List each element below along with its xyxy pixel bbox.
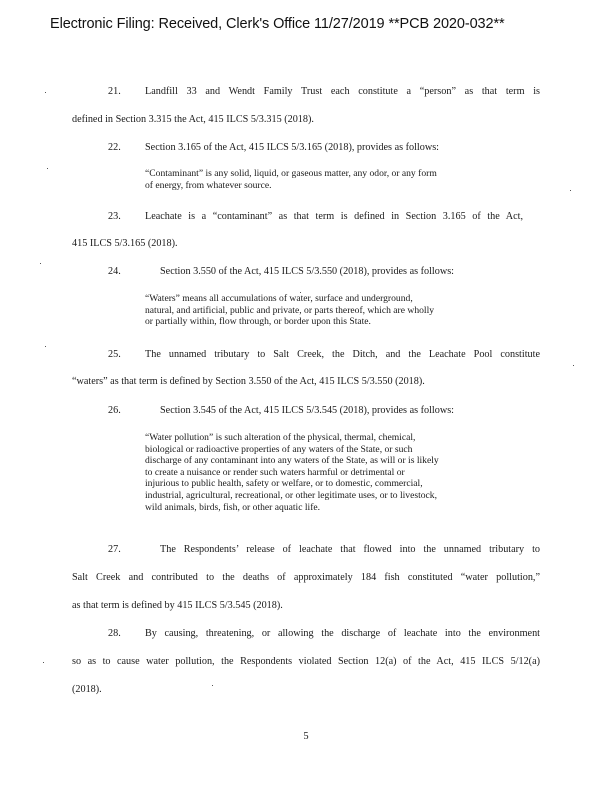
quote-line: biological or radioactive properties of any waters of the State, or such [145, 443, 413, 455]
paragraph-number: 25. [108, 349, 121, 360]
scan-speck [300, 292, 301, 293]
quote-line: injurious to public health, safety or welfare, or to domestic, commercial, [145, 478, 423, 490]
paragraph-line: as that term is defined by 415 ILCS 5/3.545 (2018). [72, 600, 283, 611]
paragraph-line: defined in Section 3.315 the Act, 415 ILCS 5/3.315 (2018). [72, 114, 314, 125]
scan-speck [45, 92, 46, 93]
paragraph-line: By causing, threatening, or allowing the discharge of leachate into the environment [145, 628, 540, 639]
quote-line: wild animals, birds, fish, or other aquatic life. [145, 501, 321, 513]
paragraph-line: so as to cause water pollution, the Respondents violated Section 12(a) of the Act, 415 ILCS 5/12(a) [72, 656, 540, 667]
scan-speck [573, 365, 574, 366]
paragraph-line: Landfill 33 and Wendt Family Trust each constitute a “person” as that term is [145, 86, 540, 97]
paragraph-line: Salt Creek and contributed to the deaths of approximately 184 fish constituted “water pollution,” [72, 572, 540, 583]
paragraph-line: (2018). [72, 684, 102, 695]
quote-line: “Waters” means all accumulations of water, surface and underground, [145, 293, 413, 304]
scan-speck [47, 168, 48, 169]
paragraph-line: Leachate is a “contaminant” as that term is defined in Section 3.165 of the Act, [145, 211, 523, 222]
paragraph-line: The Respondents’ release of leachate that flowed into the unnamed tributary to [160, 544, 540, 555]
paragraph-number: 27. [108, 544, 121, 555]
quote-line: “Contaminant” is any solid, liquid, or gaseous matter, any odor, or any form [145, 168, 437, 179]
paragraph-number: 22. [108, 142, 121, 153]
quote-line: of energy, from whatever source. [145, 179, 272, 191]
paragraph-line: Section 3.165 of the Act, 415 ILCS 5/3.165 (2018), provides as follows: [145, 142, 439, 153]
scan-speck [40, 263, 41, 264]
quote-line: to create a nuisance or render such waters harmful or detrimental or [145, 466, 405, 478]
scan-speck [43, 662, 44, 663]
page-number: 5 [303, 731, 309, 742]
quote-line: natural, and artificial, public and private, or parts thereof, which are wholly [145, 304, 435, 316]
paragraph-line: “waters” as that term is defined by Section 3.550 of the Act, 415 ILCS 5/3.550 (2018). [72, 376, 425, 387]
quote-line: discharge of any contaminant into any waters of the State, as will or is likely [145, 455, 439, 467]
paragraph-line: The unnamed tributary to Salt Creek, the Ditch, and the Leachate Pool constitute [145, 349, 540, 360]
scan-speck [570, 190, 571, 191]
paragraph-number: 23. [108, 211, 121, 222]
paragraph-line: 415 ILCS 5/3.165 (2018). [72, 238, 178, 249]
paragraph-number: 26. [108, 405, 121, 416]
paragraph-number: 24. [108, 266, 121, 277]
paragraph-line: Section 3.550 of the Act, 415 ILCS 5/3.550 (2018), provides as follows: [160, 266, 454, 277]
block-quote [145, 168, 437, 191]
block-quote [145, 293, 434, 328]
scan-speck [212, 685, 213, 686]
quote-line: industrial, agricultural, recreational, or other legitimate uses, or to livestock, [145, 489, 437, 501]
filing-stamp-header: Electronic Filing: Received, Clerk's Office 11/27/2019 **PCB 2020-032** [50, 16, 505, 32]
paragraph-number: 21. [108, 86, 121, 97]
paragraph-number: 28. [108, 628, 121, 639]
scan-speck [45, 346, 46, 347]
quote-line: “Water pollution” is such alteration of the physical, thermal, chemical, [145, 432, 416, 443]
paragraph-line: Section 3.545 of the Act, 415 ILCS 5/3.545 (2018), provides as follows: [160, 405, 454, 416]
block-quote [145, 432, 439, 513]
quote-line: or partially within, flow through, or border upon this State. [145, 316, 371, 328]
